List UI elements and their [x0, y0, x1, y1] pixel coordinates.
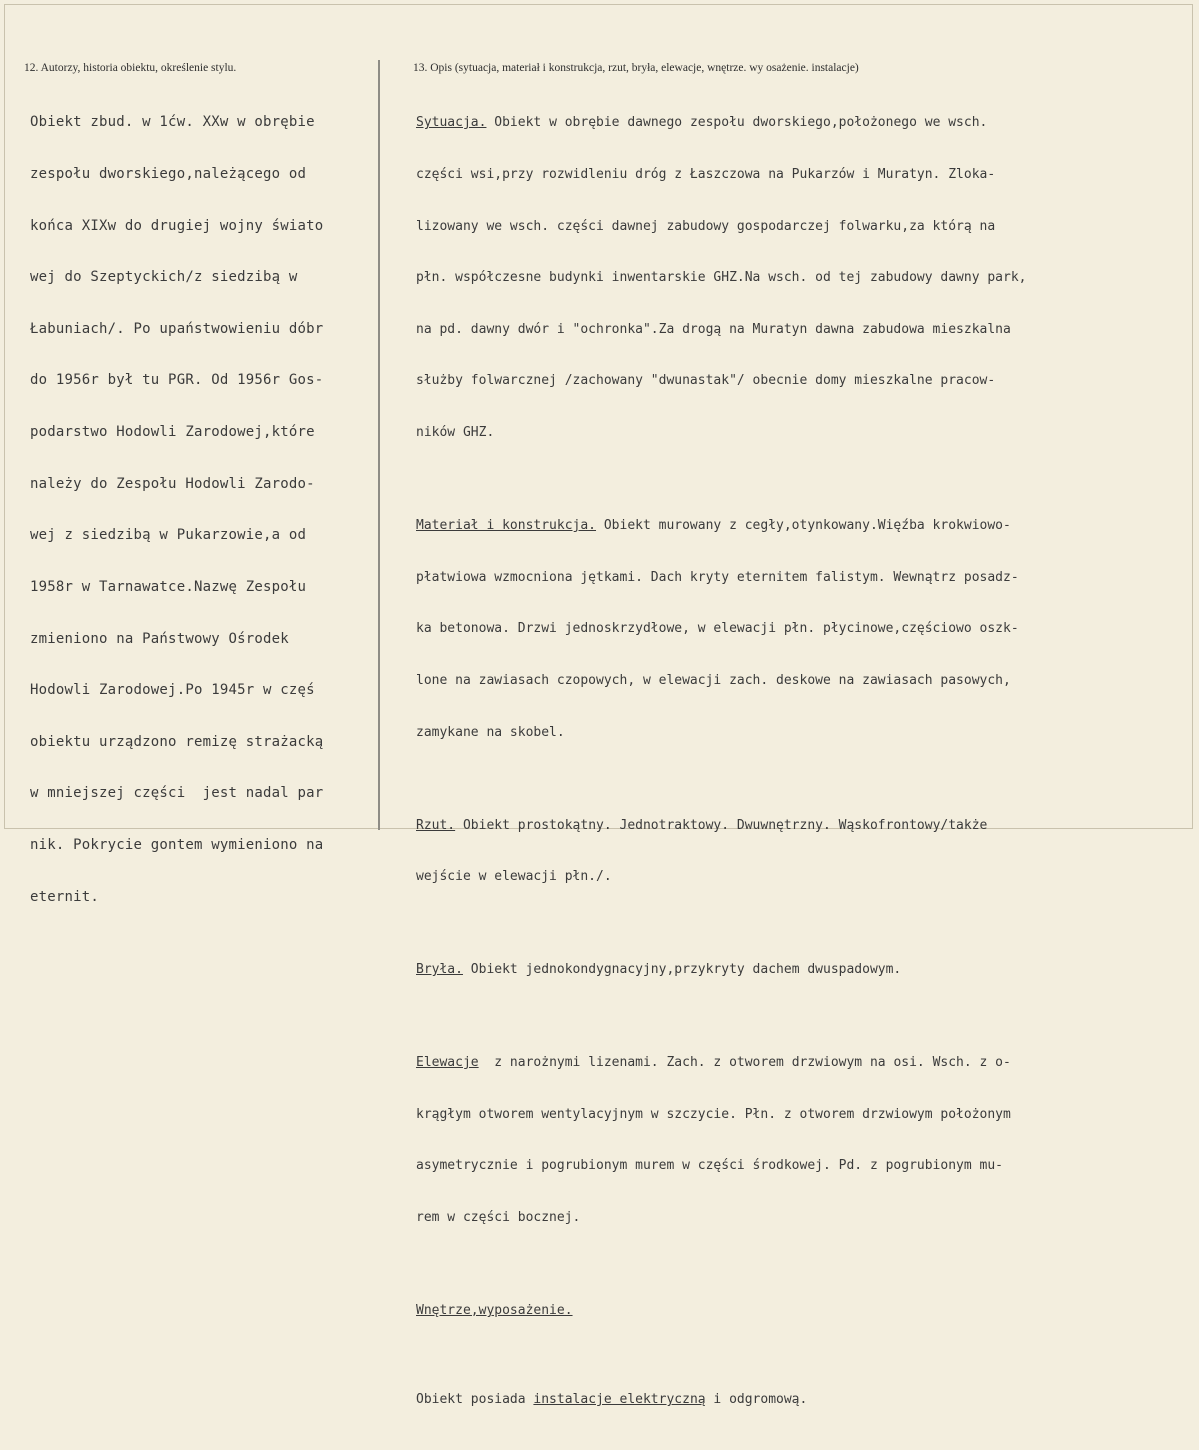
history-line: do 1956r był tu PGR. Od 1956r Gos-: [30, 372, 324, 389]
para-line: krągłym otworem wentylacyjnym w szczycie. Płn. z otworem drzwiowym położonym: [416, 1106, 1011, 1122]
para-first-line: [416, 817, 1191, 834]
section-12-heading: 12. Autorzy, historia obiektu, określenie stylu.: [24, 62, 237, 74]
history-line: 1958r w Tarnawatce.Nazwę Zespołu: [30, 578, 307, 595]
history-line: obiektu urządzono remizę strażacką: [30, 733, 324, 750]
para-line: asymetrycznie i pogrubionym murem w części środkowej. Pd. z pogrubionym mu-: [416, 1158, 1003, 1174]
section-wnetrze: [416, 1268, 1191, 1354]
para-first-line: [416, 961, 1191, 978]
history-line: nik. Pokrycie gontem wymieniono na: [30, 836, 324, 853]
para-text: Obiekt jednokondygnacyjny,przykryty dachem dwuspadowym.: [462, 962, 902, 978]
history-line: Hodowli Zarodowej.Po 1945r w częś: [30, 682, 315, 699]
para-line: wejście w elewacji płn./.: [416, 869, 612, 885]
para-title: Elewacje: [416, 1055, 479, 1071]
para-text: Obiekt murowany z cegły,otynkowany.Więźba krokwiowo-: [596, 518, 1011, 534]
column-divider: [378, 60, 380, 830]
para-first-line: [416, 1054, 1191, 1071]
history-line: należy do Zespołu Hodowli Zarodo-: [30, 475, 315, 492]
para-first-line: [416, 1391, 1191, 1408]
para-line: ników GHZ.: [416, 425, 495, 441]
section-13-heading: 13. Opis (sytuacja, materiał i konstrukcja, rzut, bryła, elewacje, wnętrze. wy osażenie. instalacje): [413, 62, 859, 74]
para-title: Bryła.: [416, 962, 463, 978]
history-line: eternit.: [30, 888, 100, 905]
para-title: Rzut.: [416, 817, 456, 833]
history-line: podarstwo Hodowli Zarodowej,które: [30, 424, 315, 441]
history-line: wej z siedzibą w Pukarzowie,a od: [30, 527, 307, 544]
para-line: rem w części bocznej.: [416, 1210, 581, 1225]
section-material: [416, 483, 1191, 775]
history-line: końca XIXw do drugiej wojny świato: [30, 217, 324, 234]
para-line: służby folwarcznej /zachowany "dwunastak"/ obecnie domy mieszkalne pracow-: [416, 373, 996, 389]
para-text: Obiekt prostokątny. Jednotraktowy. Dwuwnętrzny. Wąskofrontowy/także: [455, 817, 988, 833]
para-line: lone na zawiasach czopowych, w elewacji zach. deskowe na zawiasach pasowych,: [416, 672, 1011, 688]
para-first-line: [416, 114, 1191, 131]
para-line: lizowany we wsch. części dawnej zabudowy gospodarczej folwarku,za którą na: [416, 218, 996, 234]
para-first-line: [416, 517, 1191, 534]
history-line: zmieniono na Państwowy Ośrodek: [30, 630, 289, 647]
para-title: Wnętrze,wyposażenie.: [416, 1303, 573, 1319]
para-underlined: instalacje elektryczną: [533, 1392, 706, 1408]
section-instalacje: [416, 1357, 1191, 1443]
para-first-line: [416, 1302, 1191, 1319]
para-line: ka betonowa. Drzwi jednoskrzydłowe, w elewacji płn. płycinowe,częściowo oszk-: [416, 621, 1019, 637]
para-line: części wsi,przy rozwidleniu dróg z Łaszczowa na Pukarzów i Muratyn. Zloka-: [416, 167, 996, 183]
para-line: płatwiowa wzmocniona jętkami. Dach kryty eternitem falistym. Wewnątrz posadz-: [416, 569, 1019, 585]
para-text: Obiekt w obrębie dawnego zespołu dworskiego,położonego we wsch.: [486, 115, 988, 131]
para-line: zamykane na skobel.: [416, 724, 565, 740]
history-line: Obiekt zbud. w 1ćw. XXw w obrębie: [30, 114, 315, 131]
history-line: wej do Szeptyckich/z siedzibą w: [30, 269, 298, 286]
para-text: i odgromową.: [705, 1392, 808, 1408]
para-text: z narożnymi lizenami. Zach. z otworem drzwiowym na osi. Wsch. z o-: [478, 1055, 1011, 1071]
para-title: Sytuacja.: [416, 115, 487, 131]
para-line: płn. współczesne budynki inwentarskie GHZ.Na wsch. od tej zabudowy dawny park,: [416, 270, 1027, 286]
section-elewacje: [416, 1020, 1191, 1261]
history-text: [30, 80, 375, 923]
history-line: w mniejszej części jest nadal par: [30, 785, 324, 802]
section-rzut: [416, 782, 1191, 920]
description-text: [416, 80, 1191, 1450]
para-title: Materiał i konstrukcja.: [416, 518, 597, 534]
section-bryla: [416, 927, 1191, 1013]
history-line: zespołu dworskiego,należącego od: [30, 166, 307, 183]
para-text: Obiekt posiada: [416, 1392, 534, 1408]
para-line: na pd. dawny dwór i "ochronka".Za drogą na Muratyn dawna zabudowa mieszkalna: [416, 321, 1011, 337]
history-line: Łabuniach/. Po upaństwowieniu dóbr: [30, 320, 324, 337]
section-sytuacja: [416, 80, 1191, 476]
